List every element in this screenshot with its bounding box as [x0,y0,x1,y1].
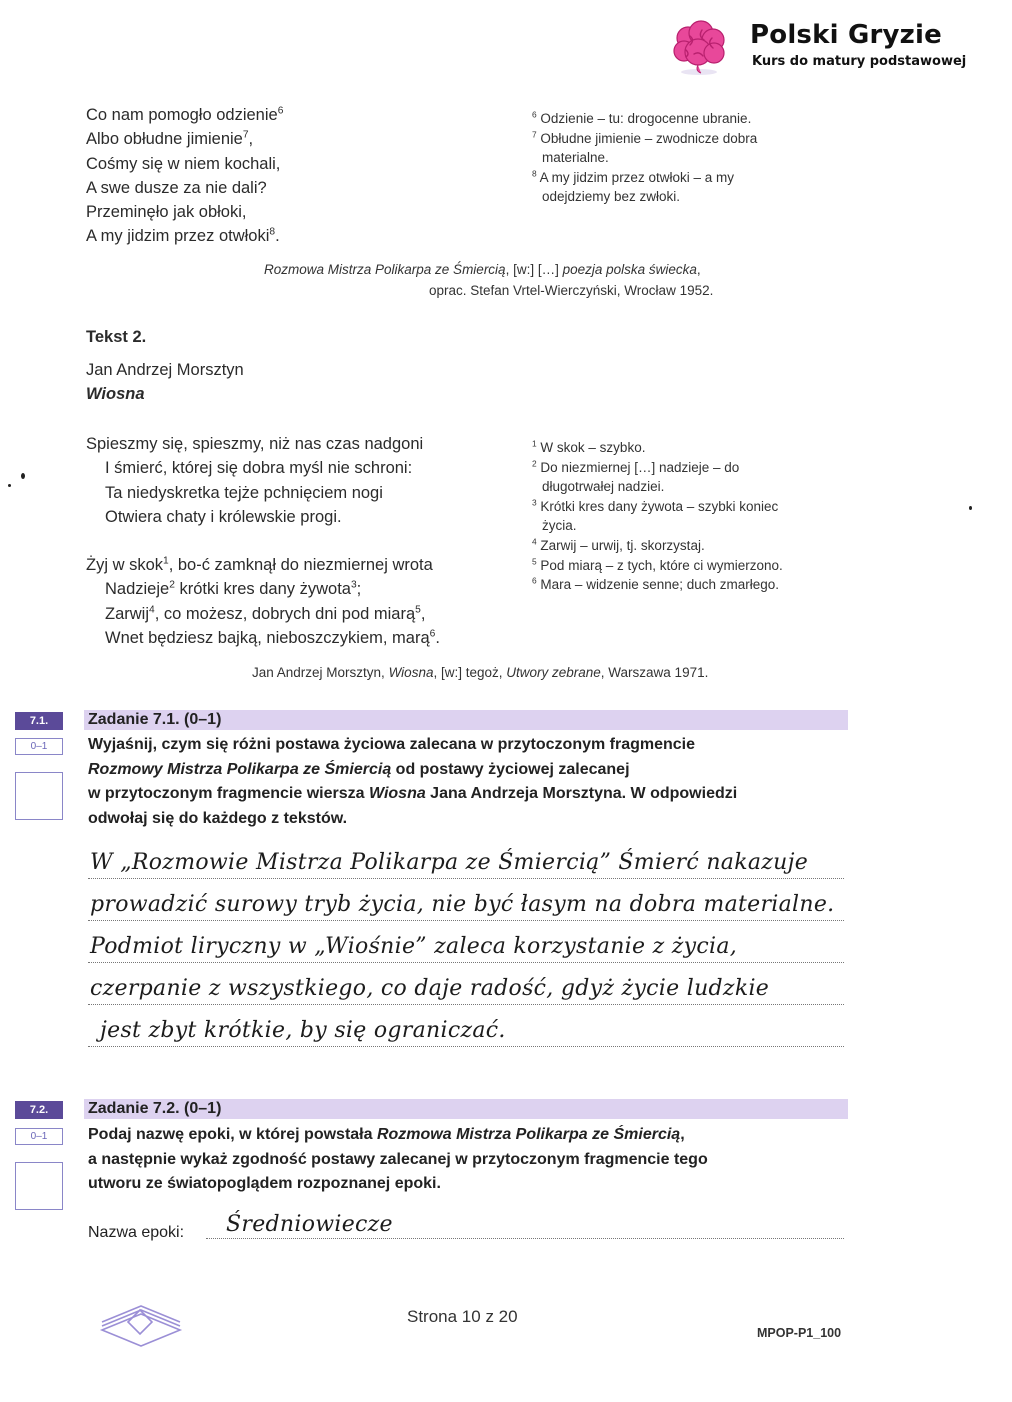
handwritten-answer-line[interactable]: czerpanie z wszystkiego, co daje radość, gdyż życie ludzkie [90,976,770,1001]
task-7-1-score-box[interactable] [15,772,63,820]
brain-logo-icon [668,18,730,76]
task-7-2-title: Zadanie 7.2. (0–1) [88,1100,222,1117]
poem-line: Cośmy się w niem kochali, [86,154,281,173]
footnote-continued: życia. [542,518,577,534]
exam-code: MPOP-P1_100 [757,1326,842,1340]
task-7-2-score-box[interactable] [15,1162,63,1210]
task-7-1-number-box: 7.1. [15,712,63,730]
footnote: $^4$ Zarwij – urwij, tj. skorzystaj. [532,536,705,553]
task-7-2-number-box: 7.2. [15,1101,63,1119]
poem-line: Zarwij$^4$, co możesz, dobrych dni pod miarą$^5$, [105,604,426,623]
answer-line [88,920,844,921]
text1-footnotes [532,109,757,207]
footnote: $^1$ W skok – szybko. [532,438,646,455]
poem-line: Otwiera chaty i królewskie progi. [105,507,342,526]
task-7-2-question: Podaj nazwę epoki, w której powstała Rozmowa Mistrza Polikarpa ze Śmiercią, a następnie wykaż zgodność postawy zalecanej w przytoczonym fragmencie tego utworu ze światopoglądem rozpoznanej epoki. [88,1126,708,1192]
text2-heading: Tekst 2. [86,328,147,346]
text2-author: Jan Andrzej Morsztyn [86,361,244,379]
poem-line: Przeminęło jak obłoki, [86,203,247,222]
poem-line: Spieszmy się, spieszmy, niż nas czas nadgoni [86,435,424,453]
text1-source-line2: oprac. Stefan Vrtel-Wierczyński, Wrocław 1952. [429,283,714,298]
footnote: $^2$ Do niezmiernej […] nadzieje – do [532,458,740,475]
task-7-1-points-label: 0–1 [15,738,63,755]
scan-speck [969,506,972,510]
page-number: Strona 10 z 20 [407,1307,518,1326]
poem-line: A swe dusze za nie dali? [86,178,267,197]
footnote: $^8$ A my jidzim przez otwłoki – a my [532,168,734,185]
footnote: $^5$ Pod miarą – z tych, które ci wymierzono. [532,556,783,573]
epoch-name-label: Nazwa epoki: [88,1224,185,1241]
poem-line: A my jidzim przez otwłoki$^8$. [86,226,280,246]
poem-line: Co nam pomogło odzienie$^6$ [86,105,284,124]
task-7-1-title: Zadanie 7.1. (0–1) [88,711,222,728]
text2-source: Jan Andrzej Morsztyn, Wiosna, [w:] tegoż, Utwory zebrane, Warszawa 1971. [252,665,709,680]
footnote: $^6$ Odzienie – tu: drogocenne ubranie. [532,109,752,126]
text2-stanza1 [86,432,423,529]
poem-line: Albo obłudne jimienie$^7$, [86,129,254,149]
poem-line: Żyj w skok$^1$, bo-ć zamknął do niezmiernej wrota [86,555,433,574]
brand-name: Polski Gryzie [750,20,942,50]
text1-source-line1: Rozmowa Mistrza Polikarpa ze Śmiercią, [w:] […] poezja polska świecka, [264,262,701,277]
footnote: $^7$ Obłudne jimienie – zwodnicze dobra [532,129,758,146]
handwritten-answer-line[interactable]: Podmiot liryczny w „Wiośnie” zaleca korzystanie z życia, [90,934,738,959]
poem-line: Wnet będziesz bajką, nieboszczykiem, marą$^6$. [105,628,440,647]
text2-footnotes [532,438,783,595]
poem-line: Ta niedyskretka tejże pchnięciem nogi [105,483,383,502]
task-7-2-points-label: 0–1 [15,1128,63,1145]
footnote: $^3$ Krótki kres dany żywota – szybki koniec [532,497,779,514]
footnote-continued: odejdziemy bez zwłoki. [542,189,681,205]
poem-line: I śmierć, której się dobra myśl nie schroni: [105,459,413,478]
text1-poem [86,103,283,249]
footnote-continued: materialne. [542,150,609,166]
text2-title: Wiosna [86,385,145,403]
cke-logo-icon [98,1300,184,1348]
answer-line [206,1238,844,1239]
answer-line [88,1004,844,1005]
footnote-continued: długotrwałej nadziei. [542,479,665,495]
footnote: $^6$ Mara – widzenie senne; duch zmarłego. [532,575,780,593]
brand-subtitle: Kurs do matury podstawowej [752,54,967,69]
scan-speck [8,484,11,487]
handwritten-answer-line[interactable]: W „Rozmowie Mistrza Polikarpa ze Śmiercią” Śmierć nakazuje [90,850,809,875]
poem-line: Nadzieje$^2$ krótki kres dany żywota$^3$; [105,579,362,599]
answer-line [88,878,844,879]
answer-line [88,1046,844,1047]
text2-stanza2 [86,553,440,650]
handwritten-answer-line[interactable]: prowadzić surowy tryb życia, nie być łasym na dobra materialne. [90,892,835,917]
epoch-name-answer[interactable]: Średniowiecze [226,1212,393,1237]
answer-line [88,962,844,963]
task-7-1-question: Wyjaśnij, czym się różni postawa życiowa zalecana w przytoczonym fragmencie Rozmowy Mistrza Polikarpa ze Śmiercią od postawy życiowej zalecanej w przytoczonym fragmencie wiersza Wiosna Jana Andrzeja Morsztyna. W odpowiedzi odwołaj się do każdego z tekstów. [88,736,738,827]
handwritten-answer-line[interactable]: jest zbyt krótkie, by się ograniczać. [100,1018,506,1043]
scan-speck [21,473,25,479]
